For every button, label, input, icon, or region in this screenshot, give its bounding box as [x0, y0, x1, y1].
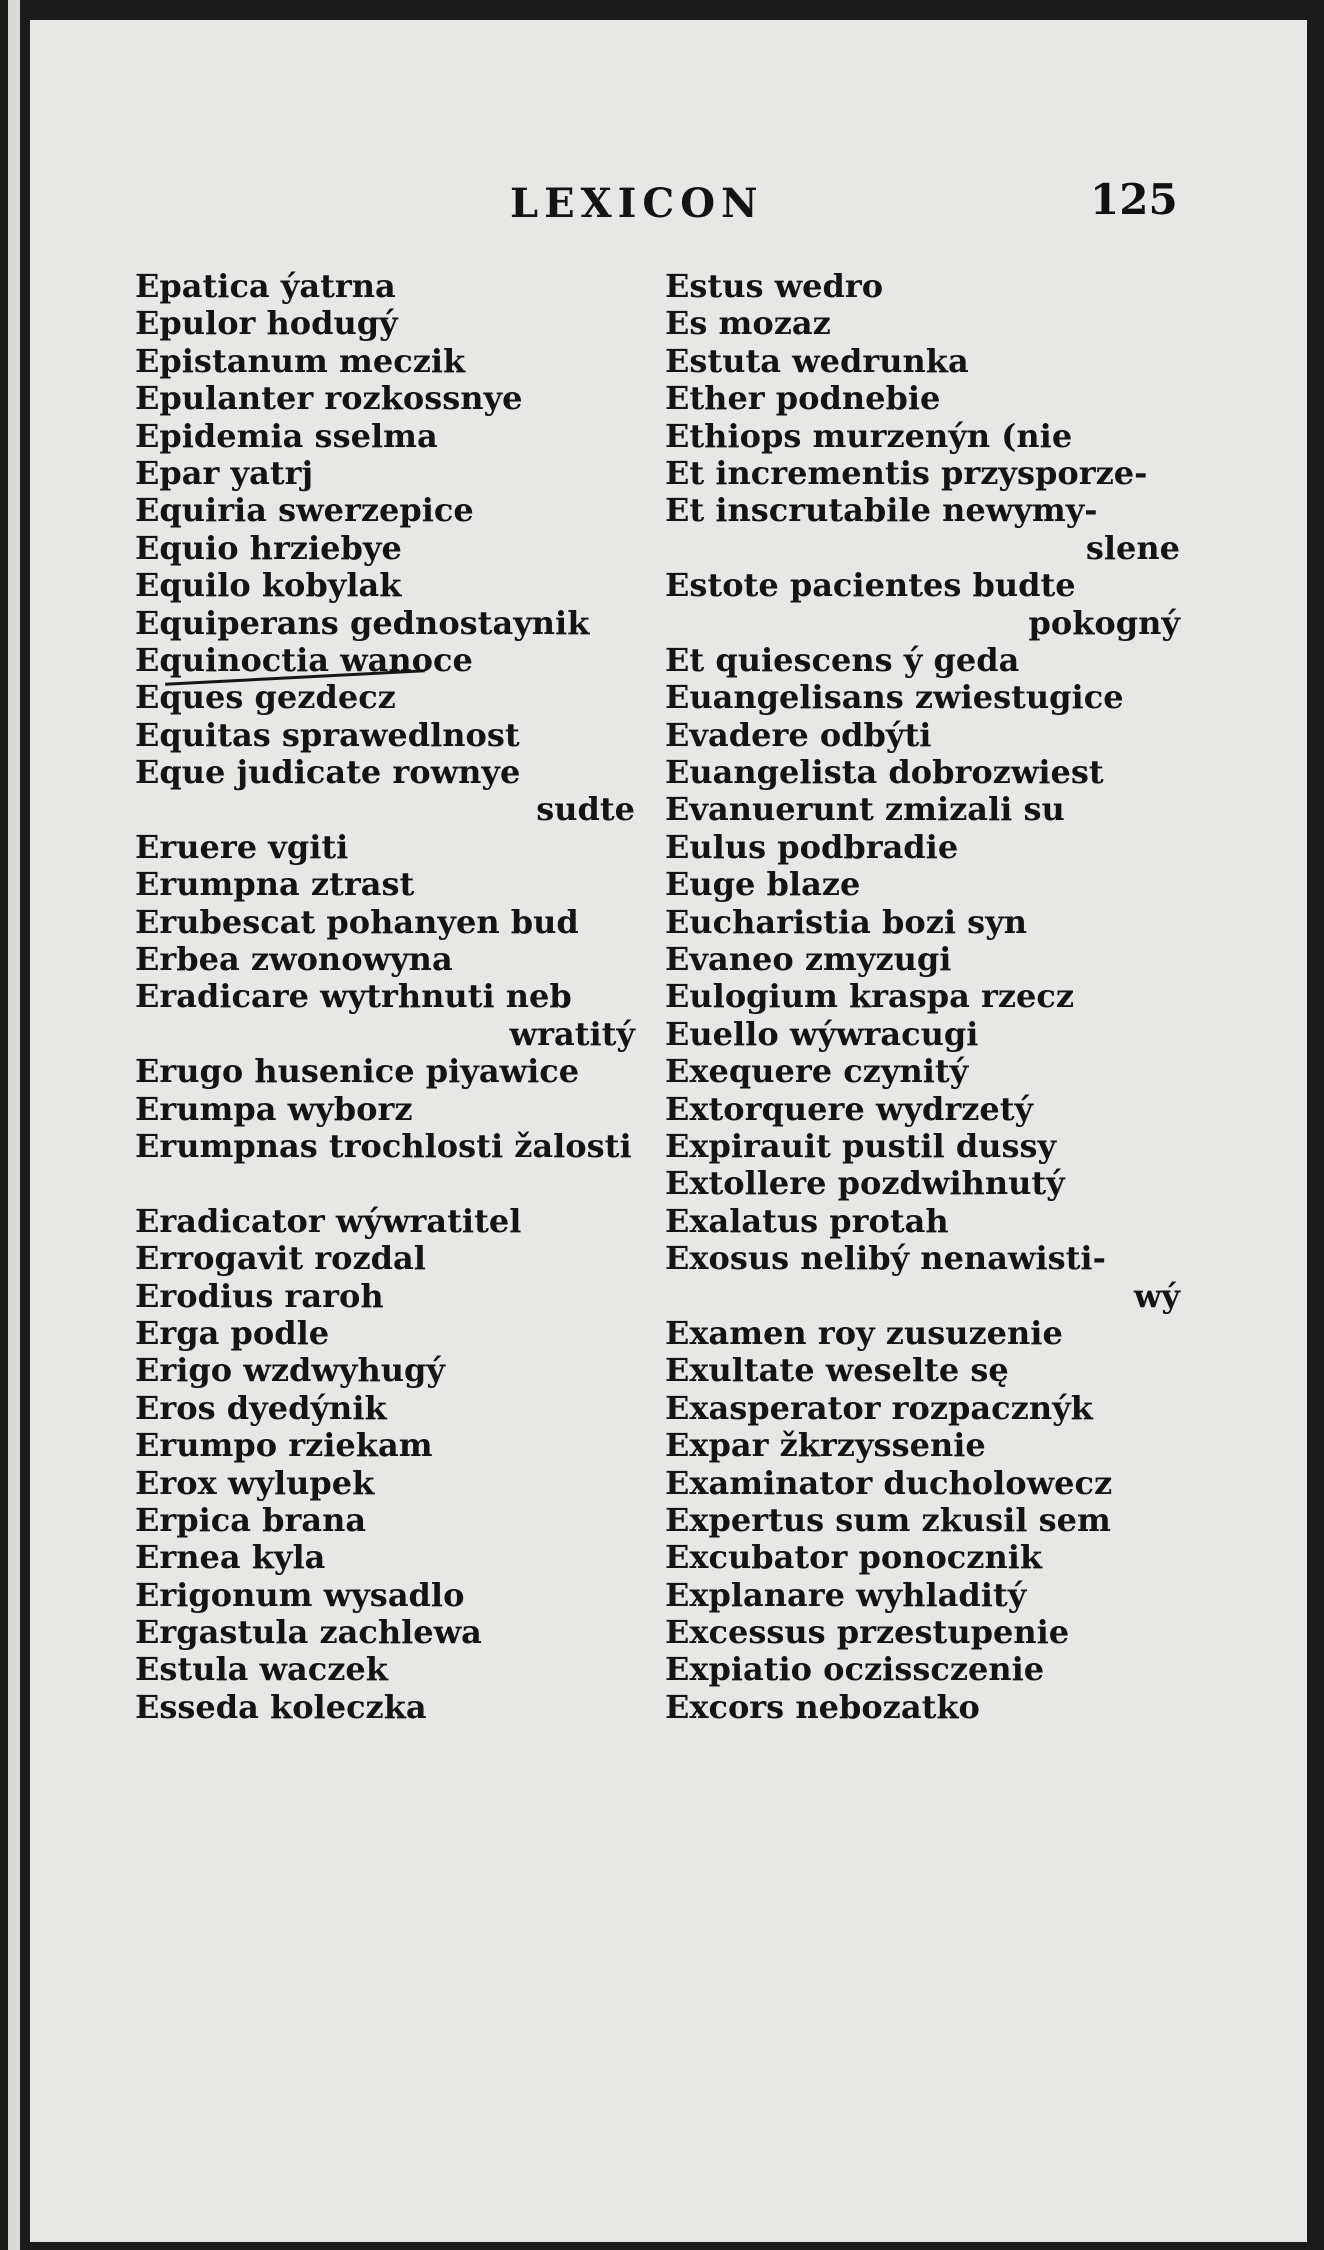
lexicon-entry: Equiperans gednostaynik	[135, 603, 590, 642]
lexicon-entry: Estula waczek	[135, 1650, 388, 1689]
lexicon-entry: Ergastula zachlewa	[135, 1613, 482, 1652]
lexicon-entry: Expar žkrzyssenie	[665, 1426, 986, 1465]
page-header	[30, 175, 1307, 235]
lexicon-entry: Et inscrutabile newymy-	[665, 491, 1098, 530]
lexicon-entry: Equitas sprawedlnost	[135, 715, 520, 754]
lexicon-entry	[135, 642, 655, 679]
lexicon-entry: Euello wýwracugi	[665, 1014, 979, 1053]
lexicon-entry-continuation	[135, 1165, 645, 1202]
page-number: 125	[1090, 175, 1178, 224]
lexicon-entry: Extollere pozdwihnutý	[665, 1164, 1065, 1203]
lexicon-entry: Exalatus protah	[665, 1201, 949, 1240]
lexicon-entry: Eques gezdecz	[135, 678, 396, 717]
lexicon-entry: Exasperator rozpacznýk	[665, 1388, 1093, 1427]
lexicon-entry: Ethiops murzenýn (nie	[665, 416, 1073, 455]
lexicon-entry: Ernea kyla	[135, 1538, 326, 1577]
lexicon-entry: Expertus sum zkusil sem	[665, 1500, 1111, 1539]
lexicon-entry: Erumpa wyborz	[135, 1089, 413, 1128]
lexicon-entry: Errogavit rozdal	[135, 1239, 426, 1278]
book-page	[30, 20, 1307, 2242]
lexicon-entry: Erpica brana	[135, 1500, 367, 1539]
lexicon-entry-continuation: wratitý	[509, 1014, 635, 1053]
lexicon-entry: Erubescat pohanyen bud	[135, 902, 579, 941]
lexicon-entry: Expiatio oczissczenie	[665, 1650, 1045, 1689]
lexicon-entry: Equiria swerzepice	[135, 491, 474, 530]
lexicon-entry: Estus wedro	[665, 267, 884, 305]
lexicon-entry-continuation: wý	[1133, 1276, 1180, 1315]
lexicon-entry: Estuta wedrunka	[665, 341, 969, 380]
lexicon-entry: Eulus podbradie	[665, 827, 959, 866]
lexicon-entry: Exequere czynitý	[665, 1052, 969, 1091]
lexicon-entry: Extorquere wydrzetý	[665, 1089, 1034, 1128]
lexicon-entry: Eros dyedýnik	[135, 1388, 387, 1427]
lexicon-entry: Epatica ýatrna	[135, 267, 396, 305]
lexicon-entry: Erodius raroh	[135, 1276, 384, 1315]
lexicon-entry: Exosus nelibý nenawisti-	[665, 1239, 1106, 1278]
lexicon-entry: Evanuerunt zmizali su	[665, 790, 1065, 829]
adjacent-page-strip	[8, 0, 20, 2250]
lexicon-entry: Erumpna ztrast	[135, 865, 415, 904]
lexicon-entry: Excubator ponocznik	[665, 1538, 1043, 1577]
lexicon-entry: Erumpnas trochlosti žalosti	[135, 1126, 632, 1165]
lexicon-entry: Examinator ducholowecz	[665, 1463, 1113, 1502]
lexicon-entry: Excors nebozatko	[665, 1687, 980, 1726]
lexicon-entry: Epulor hodugý	[135, 304, 398, 343]
lexicon-entry: Et incrementis przysporze-	[665, 453, 1148, 492]
lexicon-entry: Estote pacientes budte	[665, 566, 1076, 605]
lexicon-entry-continuation: sudte	[536, 790, 635, 829]
lexicon-entry: Erugo husenice piyawice	[135, 1052, 580, 1091]
lexicon-entry-continuation: pokogný	[1028, 603, 1180, 642]
lexicon-entry: Erigonum wysadlo	[135, 1575, 465, 1614]
lexicon-entry: Eradicare wytrhnuti neb	[135, 977, 572, 1016]
lexicon-entry: Eucharistia bozi syn	[665, 902, 1028, 941]
right-column	[665, 268, 1225, 1726]
lexicon-entry: Examen roy zusuzenie	[665, 1313, 1063, 1352]
lexicon-entry: Euangelisans zwiestugice	[665, 678, 1124, 717]
lexicon-entry: Expirauit pustil dussy	[665, 1126, 1057, 1165]
lexicon-entry: Explanare wyhladitý	[665, 1575, 1027, 1614]
lexicon-entry: Equio hrziebye	[135, 528, 402, 567]
lexicon-entry-text: Equinoctia wanoce	[135, 640, 473, 679]
lexicon-entry: Esseda koleczka	[135, 1687, 427, 1726]
lexicon-entry: Es mozaz	[665, 304, 831, 343]
lexicon-entry: Epidemia sselma	[135, 416, 438, 455]
lexicon-entry: Epulanter rozkossnye	[135, 379, 523, 418]
lexicon-entry-continuation: slene	[1085, 528, 1180, 567]
lexicon-entry: Et quiescens ý geda	[665, 640, 1020, 679]
lexicon-entry: Evaneo zmyzugi	[665, 940, 952, 979]
lexicon-entry: Epistanum meczik	[135, 341, 466, 380]
lexicon-entry: Exultate weselte sę	[665, 1351, 1009, 1390]
lexicon-entry: Equilo kobylak	[135, 566, 402, 605]
lexicon-entry: Erox wylupek	[135, 1463, 375, 1502]
running-title: LEXICON	[510, 180, 764, 227]
left-column	[135, 268, 655, 1726]
lexicon-entry: Eruere vgiti	[135, 827, 349, 866]
lexicon-entry: Epar yatrj	[135, 453, 314, 492]
lexicon-entry: Eulogium kraspa rzecz	[665, 977, 1075, 1016]
lexicon-entry: Erumpo rziekam	[135, 1426, 433, 1465]
lexicon-entry: Euge blaze	[665, 865, 861, 904]
lexicon-entry: Erigo wzdwyhugý	[135, 1351, 445, 1390]
lexicon-entry: Eradicator wýwratitel	[135, 1201, 522, 1240]
adjacent-page-edge	[0, 0, 30, 2250]
lexicon-entry: Excessus przestupenie	[665, 1613, 1070, 1652]
lexicon-entry: Erga podle	[135, 1313, 330, 1352]
lexicon-entry: Eque judicate rownye	[135, 753, 521, 792]
lexicon-entry: Euangelista dobrozwiest	[665, 753, 1104, 792]
lexicon-entry: Evadere odbýti	[665, 715, 932, 754]
lexicon-entry: Ether podnebie	[665, 379, 941, 418]
lexicon-entry: Erbea zwonowyna	[135, 940, 453, 979]
